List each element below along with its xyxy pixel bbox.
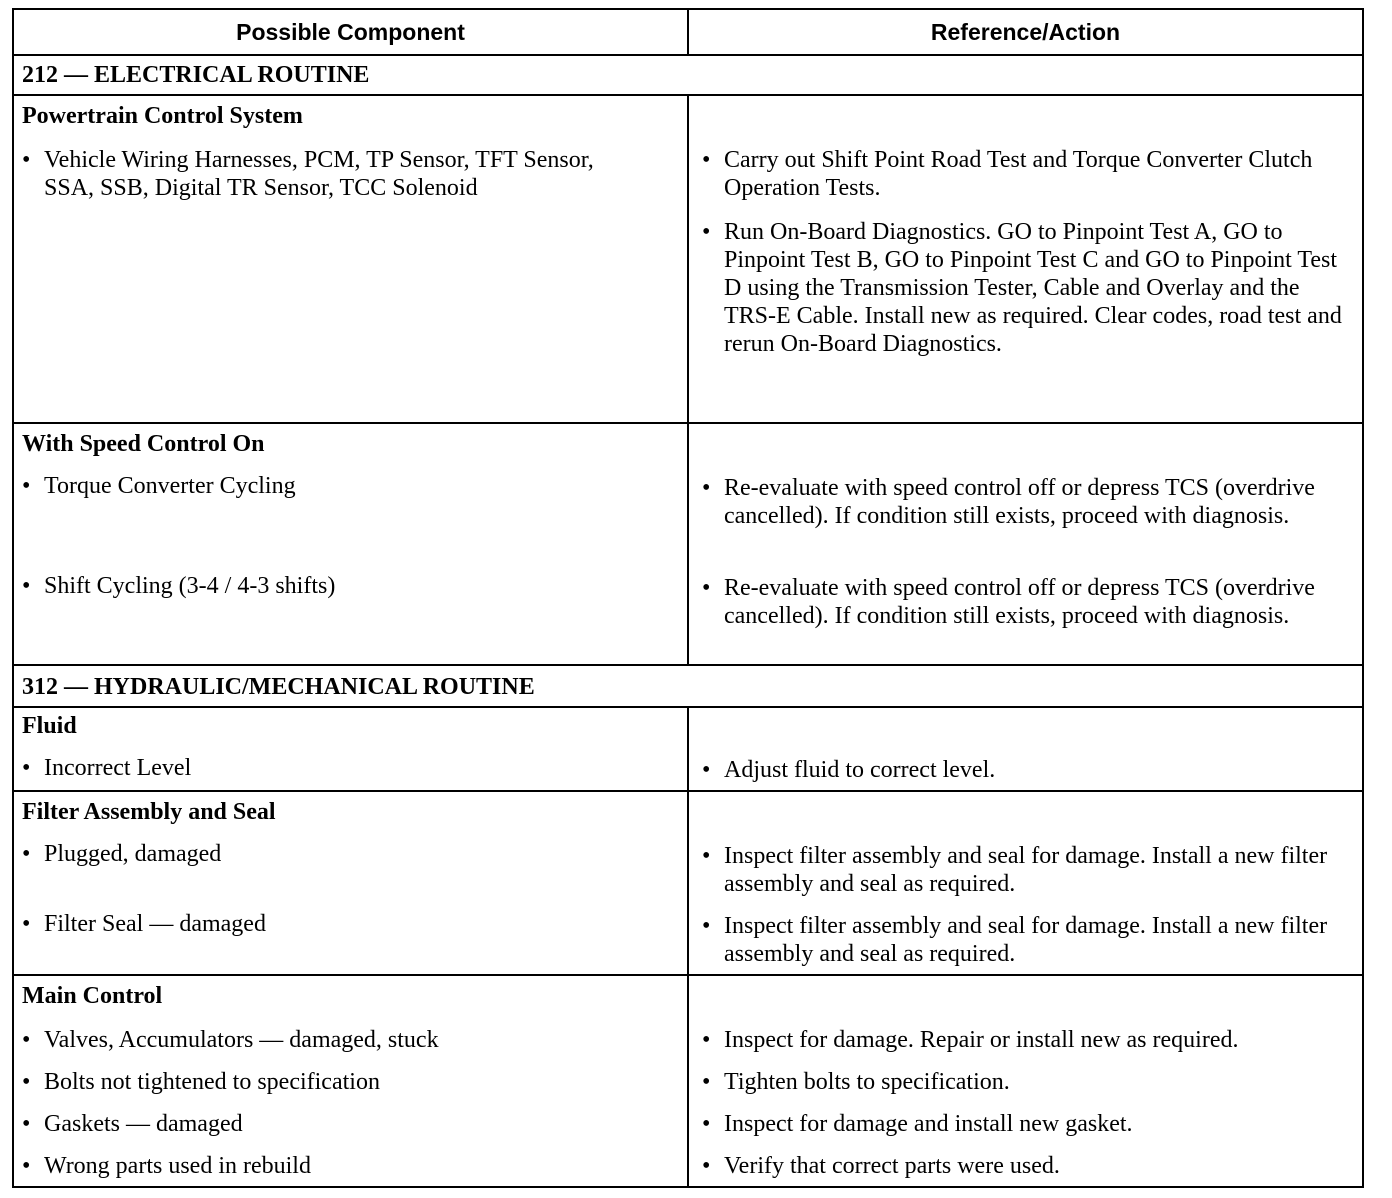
action-item: • Inspect for damage. Repair or install new as required. bbox=[702, 1027, 1239, 1053]
bullet-icon: • bbox=[22, 1153, 31, 1179]
component-item: • Filter Seal — damaged bbox=[22, 911, 266, 937]
bullet-icon: • bbox=[702, 575, 711, 601]
action-item: • Re-evaluate with speed control off or depress TCS (overdrive cancelled). If condition still exists, proceed with diagnosis. bbox=[702, 475, 1315, 529]
table-row bbox=[14, 708, 1362, 792]
column-divider bbox=[687, 96, 689, 422]
section-title-electrical: 212 — ELECTRICAL ROUTINE bbox=[14, 54, 1362, 96]
bullet-icon: • bbox=[22, 1111, 31, 1137]
table-row bbox=[14, 424, 1362, 666]
bullet-icon: • bbox=[702, 147, 711, 173]
component-item: • Vehicle Wiring Harnesses, PCM, TP Sensor, TFT Sensor, SSA, SSB, Digital TR Sensor, TCC Solenoid bbox=[22, 147, 594, 201]
group-title: With Speed Control On bbox=[22, 431, 265, 457]
group-title: Main Control bbox=[22, 983, 163, 1009]
bullet-icon: • bbox=[702, 1153, 711, 1179]
action-item: • Inspect filter assembly and seal for damage. Install a new filter assembly and seal as required. bbox=[702, 913, 1328, 967]
bullet-icon: • bbox=[702, 843, 711, 869]
bullet-icon: • bbox=[22, 473, 31, 499]
action-item: • Re-evaluate with speed control off or depress TCS (overdrive cancelled). If condition still exists, proceed with diagnosis. bbox=[702, 575, 1315, 629]
component-item: • Bolts not tightened to specification bbox=[22, 1069, 380, 1095]
component-item: • Plugged, damaged bbox=[22, 841, 222, 867]
group-title: Powertrain Control System bbox=[22, 103, 303, 129]
table-row bbox=[14, 792, 1362, 976]
action-item: • Verify that correct parts were used. bbox=[702, 1153, 1060, 1179]
bullet-icon: • bbox=[22, 841, 31, 867]
table-row bbox=[14, 976, 1362, 1186]
component-item: • Wrong parts used in rebuild bbox=[22, 1153, 311, 1179]
bullet-icon: • bbox=[22, 755, 31, 781]
bullet-icon: • bbox=[702, 219, 711, 245]
bullet-icon: • bbox=[702, 913, 711, 939]
bullet-icon: • bbox=[22, 573, 31, 599]
column-header-action: Reference/Action bbox=[930, 19, 1121, 45]
action-item: • Run On-Board Diagnostics. GO to Pinpoint Test A, GO to Pinpoint Test B, GO to Pinpoint Test C and GO to Pinpoint Test D using the Transmission Tester, Cable and Overlay and the TRS-E Cable. Install new as required. Clear codes, road test and rerun On-Board Diagnostics. bbox=[702, 219, 1342, 357]
component-item: • Shift Cycling (3-4 / 4-3 shifts) bbox=[22, 573, 336, 599]
column-header-component: Possible Component bbox=[14, 10, 689, 54]
bullet-icon: • bbox=[22, 147, 31, 173]
action-item: • Tighten bolts to specification. bbox=[702, 1069, 1010, 1095]
action-item: • Carry out Shift Point Road Test and Torque Converter Clutch Operation Tests. bbox=[702, 147, 1313, 201]
column-divider bbox=[687, 976, 689, 1186]
bullet-icon: • bbox=[702, 475, 711, 501]
component-item: • Valves, Accumulators — damaged, stuck bbox=[22, 1027, 439, 1053]
action-item: • Inspect filter assembly and seal for damage. Install a new filter assembly and seal as required. bbox=[702, 843, 1328, 897]
group-title: Filter Assembly and Seal bbox=[22, 799, 276, 825]
component-item: • Incorrect Level bbox=[22, 755, 192, 781]
action-item: • Inspect for damage and install new gasket. bbox=[702, 1111, 1133, 1137]
bullet-icon: • bbox=[702, 757, 711, 783]
column-divider bbox=[687, 792, 689, 974]
action-item: • Adjust fluid to correct level. bbox=[702, 757, 996, 783]
column-divider bbox=[687, 424, 689, 664]
table-header bbox=[14, 10, 1362, 56]
bullet-icon: • bbox=[702, 1069, 711, 1095]
bullet-icon: • bbox=[702, 1027, 711, 1053]
component-item: • Torque Converter Cycling bbox=[22, 473, 296, 499]
section-title-hydraulic: 312 — HYDRAULIC/MECHANICAL ROUTINE bbox=[14, 666, 1362, 708]
bullet-icon: • bbox=[22, 911, 31, 937]
bullet-icon: • bbox=[22, 1027, 31, 1053]
bullet-icon: • bbox=[702, 1111, 711, 1137]
column-divider bbox=[687, 708, 689, 790]
bullet-icon: • bbox=[22, 1069, 31, 1095]
group-title: Fluid bbox=[22, 713, 77, 739]
component-item: • Gaskets — damaged bbox=[22, 1111, 243, 1137]
table-row bbox=[14, 96, 1362, 424]
diagnosis-table bbox=[12, 8, 1364, 1188]
